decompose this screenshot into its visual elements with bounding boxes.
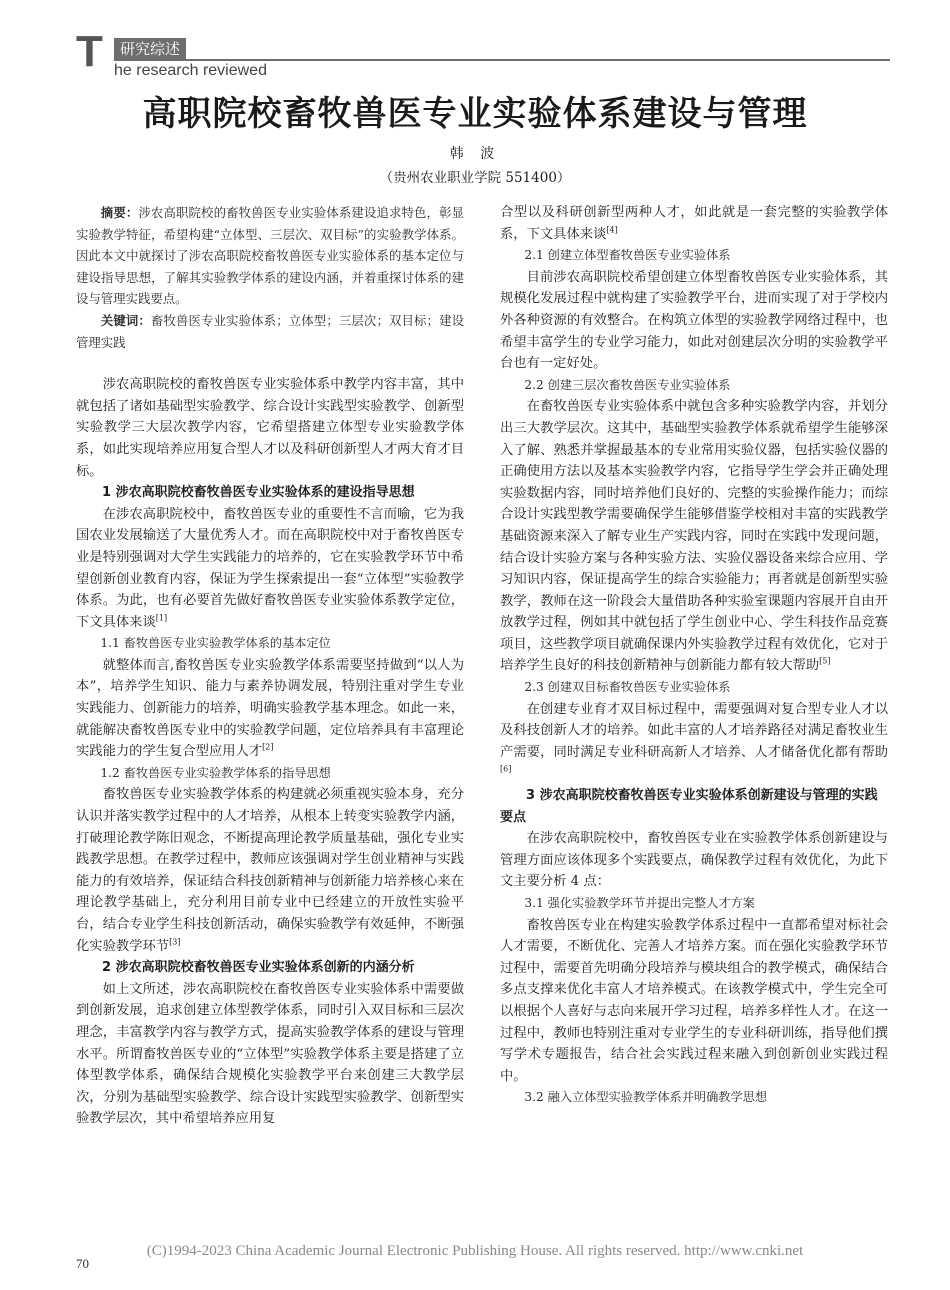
- section-3-heading: 3 涉农高职院校畜牧兽医专业实验体系创新建设与管理的实践要点: [500, 788, 878, 825]
- section-2-continuation: [500, 202, 888, 245]
- section-1-1-text: 就整体而言,畜牧兽医专业实验教学体系需要坚持做到“以人为本”，培养学生知识、能力与素养协调发展，特别注重对学生专业实践能力、创新能力的培养，明确实验教学基本理念。如此一来，就能解决畜牧兽医专业中的实验教学问题，定位培养具有丰富理论实践能力的学生复合型应用人才: [76, 657, 464, 760]
- section-1-1-heading: 1.1 畜牧兽医专业实验教学体系的基本定位: [100, 636, 331, 651]
- section-2-1-heading: 2.1 创建立体型畜牧兽医专业实验体系: [524, 248, 731, 263]
- section-1-2-text: 畜牧兽医专业实验教学体系的构建就必须重视实验本身，充分认识并落实教学过程中的人才培养，从根本上转变实验教学内涵，打破理论教学陈旧观念，不断提高理论教学质量基础，强化专业实践教学思想。在教学过程中，教师应该强调对学生创业精神与实践能力的有效培养，保证结合科技创新精神与创新能力培养核心来在理论教学基础上，充分利用目前专业中已经建立的开放性实验平台，结合专业学生科技创新活动，确保实验教学有效延伸，不断强化实验教学环节: [76, 787, 464, 954]
- keywords-label: 关键词：: [100, 312, 151, 328]
- right-column: [500, 202, 888, 1109]
- section-3-1-heading: 3.1 强化实验教学环节并提出完整人才方案: [524, 896, 755, 910]
- section-1-2-heading: 1.2 畜牧兽医专业实验教学体系的指导思想: [100, 765, 331, 780]
- intro-paragraph: 涉农高职院校的畜牧兽医专业实验体系中教学内容丰富，其中就包括了诸如基础型实验教学、综合设计实践型实验教学、创新型实验教学三大层次教学内容，它希望搭建立体型专业实验教学体系，如此实现培养应用复合型人才以及科研创新型人才两大育才目标。: [76, 377, 464, 479]
- section-1-paragraph: [76, 504, 464, 634]
- section-2-2-text: 在畜牧兽医专业实验体系中就包含多种实验教学内容，并划分出三大教学层次。这其中，基础型实验教学体系就希望学生能够深入了解、熟悉并掌握最基本的专业常用实验仪器，包括实验仪器的正确使用方法以及基本实验教学内容，它指导学生学会并正确处理实验数据内容，同时培养他们良好的、完整的实验操作能力；而综合设计实践型教学需要确保学生能够借鉴学校相对丰富的实践教学基础资源来深入了解专业生产实践内容，同时在实践中发现问题，结合设计实验方案与各种实验方法、实验仪器设备来综合应用、学习知识内容，保证提高学生的综合实验能力；再者就是创新型实验教学，教师在这一阶段会大量借助各种实验室课题内容展开自由开放教学过程，例如其中就包括了学生创业中心、学生科技作品竞赛项目，这些教学项目就确保课内外实验教学过程有效优化，它对于培养学生良好的科技创新精神与创新能力都有较大帮助: [500, 399, 888, 674]
- citation: [5]: [819, 657, 831, 667]
- section-2-paragraph: 如上文所述，涉农高职院校在畜牧兽医专业实验体系中需要做到创新发展，追求创建立体型教学体系，同时引入双目标和三层次理念，丰富教学内容与教学方式，提高实验教学体系的建设与管理水平。所谓畜牧兽医专业的“立体型”实验教学体系主要是搭建了立体型教学体系，确保结合规模化实验教学平台来创建三大教学层次，分别为基础型实验教学、综合设计实践型实验教学、创新型实验教学层次，其中希望培养应用复: [76, 981, 464, 1127]
- section-2-heading: 2 涉农高职院校畜牧兽医专业实验体系创新的内涵分析: [102, 960, 415, 976]
- journal-header: [76, 27, 890, 80]
- header-category-cn: 研究综述: [114, 38, 186, 60]
- section-2-2-heading: 2.2 创建三层次畜牧兽医专业实验体系: [524, 377, 731, 392]
- citation: [2]: [262, 742, 274, 752]
- section-2-2-paragraph: [500, 396, 888, 677]
- header-big-letter: T: [76, 27, 103, 76]
- article-title: 高职院校畜牧兽医专业实验体系建设与管理: [142, 94, 808, 134]
- header-category-en: he research reviewed: [114, 62, 267, 79]
- section-2-3-heading: 2.3 创建双目标畜牧兽医专业实验体系: [524, 680, 731, 695]
- section-2-1-paragraph: 目前涉农高职院校希望创建立体型畜牧兽医专业实验体系，其规模化发展过程中就构建了实验教学平台，进而实现了对于学校内外各种资源的有效整合。在构筑立体型的实验教学网络过程中，也希望丰富学生的专业学习能力，如此对创建层次分明的实验教学平台也有一定好处。: [500, 269, 888, 372]
- citation: [6]: [500, 765, 512, 775]
- spacer: [76, 353, 464, 374]
- section-1-2-paragraph: [76, 784, 464, 957]
- section-3-2-heading: 3.2 融入立体型实验教学体系并明确教学思想: [524, 1090, 768, 1105]
- abstract: [76, 202, 464, 310]
- abstract-text: 涉农高职院校的畜牧兽医专业实验体系建设追求特色，彰显实验教学特征，希望构建“立体型、三层次、双目标”的实验教学体系。因此本文中就探讨了涉农高职院校畜牧兽医专业实验体系的基本定位与建设指导思想，了解其实验教学体系的建设内涵，并着重探讨体系的建设与管理实践要点。: [76, 205, 465, 307]
- section-2-3-paragraph: [500, 699, 888, 785]
- section-1-heading: 1 涉农高职院校畜牧兽医专业实验体系的建设指导思想: [102, 485, 415, 501]
- abstract-label: 摘要：: [100, 205, 139, 220]
- section-3-paragraph: 在涉农高职院校中，畜牧兽医专业在实验教学体系创新建设与管理方面应该体现多个实践要点，确保教学过程有效优化，为此下文主要分析 4 点：: [500, 831, 888, 890]
- page-number: 70: [76, 1256, 89, 1271]
- section-2-cont-text: 合型以及科研创新型两种人才，如此就是一套完整的实验教学体系，下文具体来谈: [500, 205, 888, 242]
- citation: [1]: [155, 613, 168, 623]
- section-3-1-paragraph: 畜牧兽医专业在构建实验教学体系过程中一直都希望对标社会人才需要，不断优化、完善人才培养方案。而在强化实验教学环节过程中，需要首先明确分段培养与模块组合的教学模式，确保结合多点支撑来优化丰富人才培养模式。在该教学模式中，学生完全可以根据个人喜好与志向来展开学习过程，培养多样性人才。在这一过程中，教师也特别注重对专业学生的专业科研训练，指导他们撰写学术专题报告，结合社会实践过程来融入到创新创业实践过程中。: [500, 917, 888, 1084]
- copyright-footer: (C)1994-2023 China Academic Journal Electronic Publishing House. All rights reserved. http://www.cnki.net: [146, 1243, 804, 1259]
- citation: [3]: [169, 937, 181, 947]
- article-affiliation: （贵州农业职业学院 551400）: [379, 170, 571, 186]
- article-author: 韩 波: [449, 146, 501, 162]
- keywords: [76, 310, 464, 353]
- keywords-text: 畜牧兽医专业实验体系；立体型；三层次；双目标；建设管理实践: [76, 312, 465, 350]
- section-1-text: 在涉农高职院校中，畜牧兽医专业的重要性不言而喻，它为我国农业发展输送了大量优秀人才。而在高职院校中对于畜牧兽医专业是特别强调对大学生实践能力的培养的，它在实验教学环节中希望创新创业教育内容，保证为学生探索提出一套“立体型”实验教学体系。为此，也有必要首先做好畜牧兽医专业实验体系教学定位，下文具体来谈: [76, 506, 464, 630]
- left-column: [76, 202, 464, 1130]
- section-2-3-text: 在创建专业育才双目标过程中，需要强调对复合型专业人才以及科技创新人才的培养。如此丰富的人才培养路径对满足畜牧业生产需要，同时满足专业科研高新人才培养、人才储备优化都有帮助: [500, 701, 888, 760]
- citation: [4]: [606, 225, 618, 235]
- section-1-1-paragraph: [76, 655, 464, 763]
